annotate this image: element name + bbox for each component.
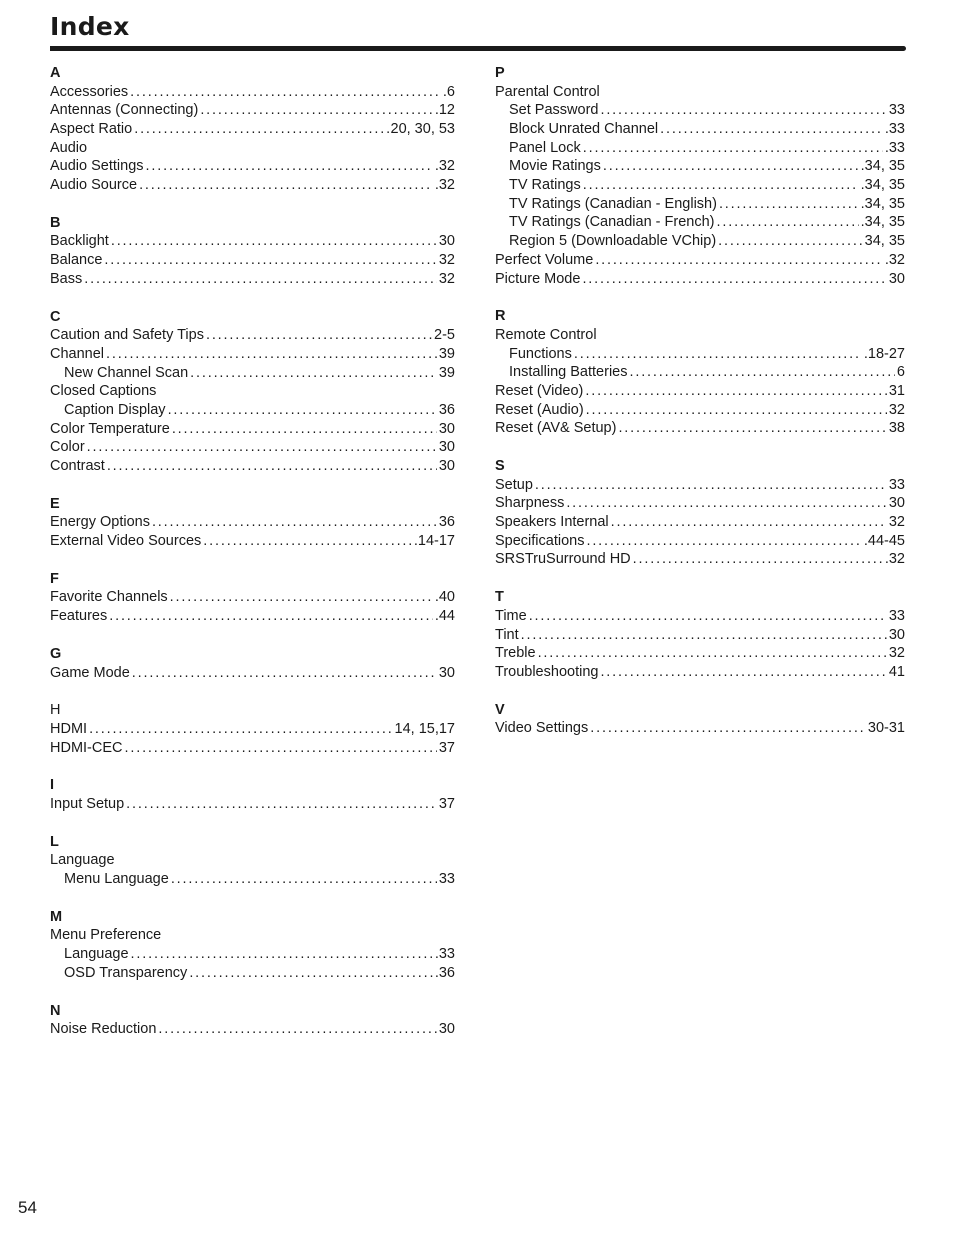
index-entry (495, 326, 905, 345)
index-entry (50, 607, 455, 626)
entry-pages: 36 (438, 401, 455, 418)
index-entry (495, 232, 905, 251)
section-letter: B (50, 214, 61, 231)
index-entry (495, 401, 905, 420)
dot-leader (146, 157, 433, 176)
entry-pages: .36 (434, 964, 455, 981)
entry-pages: 30 (438, 1021, 455, 1038)
entry-term: Picture Mode (495, 270, 581, 287)
entry-pages: .34, 35 (860, 195, 905, 212)
index-section (50, 570, 455, 626)
dot-leader (107, 457, 437, 476)
dot-leader (170, 588, 433, 607)
entry-term: Audio (50, 139, 88, 156)
index-entry (495, 551, 905, 570)
entry-pages: .33 (434, 946, 455, 963)
entry-term: Input Setup (50, 795, 125, 812)
entry-term: Set Password (509, 102, 599, 119)
entry-pages: 30 (888, 270, 905, 287)
index-entry (50, 157, 455, 176)
index-entry (495, 719, 905, 738)
dot-leader (582, 270, 886, 289)
entry-pages: 30 (438, 439, 455, 456)
index-entry (495, 626, 905, 645)
index-section (50, 776, 455, 813)
index-entry (50, 513, 455, 532)
dot-leader (125, 739, 437, 758)
entry-pages: 30 (888, 626, 905, 643)
entry-term: Caption Display (64, 401, 166, 418)
index-entry (495, 607, 905, 626)
index-entry (50, 870, 455, 889)
index-section (495, 588, 905, 681)
index-entry (50, 345, 455, 364)
dot-leader (131, 945, 433, 964)
dot-leader (538, 644, 887, 663)
entry-pages: .32 (434, 158, 455, 175)
index-entry (50, 438, 455, 457)
section-letter: A (50, 65, 61, 81)
section-letter: P (495, 65, 505, 81)
entry-term: Troubleshooting (495, 663, 599, 680)
dot-leader (171, 870, 437, 889)
dot-leader (586, 401, 887, 420)
index-entry (495, 419, 905, 438)
entry-pages: 41 (888, 663, 905, 680)
dot-leader (583, 176, 859, 195)
dot-leader (84, 270, 437, 289)
index-section (50, 495, 455, 551)
dot-leader (206, 326, 432, 345)
dot-leader (172, 420, 437, 439)
index-entry (495, 176, 905, 195)
entry-term: Setup (495, 476, 533, 493)
entry-term: Block Unrated Channel (509, 121, 659, 138)
entry-pages: 34, 35 (864, 233, 905, 250)
entry-term: External Video Sources (50, 533, 202, 550)
index-entry (495, 513, 905, 532)
entry-term: Bass (50, 270, 83, 287)
entry-term: Reset (AV& Setup) (495, 420, 617, 437)
entry-pages: 33 (438, 871, 455, 888)
dot-leader (134, 120, 388, 139)
entry-term: TV Ratings (Canadian - English) (509, 195, 717, 212)
entry-pages: 33 (888, 102, 905, 119)
index-entry (50, 251, 455, 270)
index-entry (495, 214, 905, 233)
index-entry (495, 644, 905, 663)
entry-pages: 32 (438, 270, 455, 287)
entry-pages: 32 (438, 252, 455, 269)
entry-pages: 36 (438, 514, 455, 531)
dot-leader (111, 232, 437, 251)
index-section (50, 64, 455, 195)
index-entry (50, 401, 455, 420)
section-letter: V (495, 701, 505, 718)
index-column-left (50, 64, 455, 1058)
entry-term: Menu Language (64, 871, 169, 888)
index-section (50, 645, 455, 682)
dot-leader (158, 1020, 436, 1039)
dot-leader (718, 232, 863, 251)
entry-pages: .32 (884, 551, 905, 568)
index-entry (50, 420, 455, 439)
section-letter: G (50, 645, 62, 662)
section-letter: I (50, 777, 55, 794)
entry-term: Time (495, 607, 527, 624)
entry-pages: 30 (438, 420, 455, 437)
dot-leader (203, 532, 412, 551)
dot-leader (600, 663, 886, 682)
section-letter: T (495, 589, 504, 606)
index-section (50, 214, 455, 289)
entry-pages: .44-45 (863, 532, 905, 549)
page-number: 54 (18, 1198, 37, 1217)
entry-term: Tint (495, 626, 519, 643)
section-letter: R (495, 308, 506, 325)
index-entry (495, 270, 905, 289)
index-entry (50, 739, 455, 758)
index-entry (50, 233, 455, 252)
dot-leader (168, 401, 437, 420)
index-entry (50, 720, 455, 739)
entry-term: Parental Control (495, 83, 600, 100)
index-entry (50, 926, 455, 945)
dot-leader (586, 532, 861, 551)
dot-leader (566, 494, 887, 513)
entry-term: Audio Settings (50, 158, 144, 175)
entry-term: Speakers Internal (495, 514, 609, 531)
index-entry (495, 663, 905, 682)
dot-leader (189, 964, 433, 983)
entry-term: TV Ratings (509, 177, 581, 194)
dot-leader (529, 607, 887, 626)
index-entry (495, 494, 905, 513)
index-entry (495, 476, 905, 495)
entry-term: Favorite Channels (50, 589, 168, 606)
index-entry (50, 139, 455, 158)
dot-leader (152, 513, 437, 532)
section-letter: N (50, 1002, 61, 1019)
entry-term: Video Settings (495, 720, 589, 737)
entry-pages: 39 (438, 364, 455, 381)
entry-pages: .12 (434, 102, 455, 119)
index-entry (50, 664, 455, 683)
index-entry (495, 345, 905, 364)
index-entry (495, 101, 905, 120)
dot-leader (104, 251, 436, 270)
dot-leader (590, 719, 866, 738)
dot-leader (106, 345, 437, 364)
entry-pages: .33 (884, 121, 905, 138)
section-letter: L (50, 833, 59, 850)
entry-term: Perfect Volume (495, 251, 594, 268)
index-entry (50, 589, 455, 608)
entry-term: Balance (50, 252, 103, 269)
entry-term: SRSTruSurround HD (495, 551, 631, 568)
entry-term: Region 5 (Downloadable VChip) (509, 233, 717, 250)
entry-pages: 32 (888, 401, 905, 418)
entry-pages: 30-31 (867, 720, 905, 737)
entry-term: TV Ratings (Canadian - French) (509, 214, 715, 231)
entry-term: Sharpness (495, 495, 565, 512)
entry-term: Color Temperature (50, 420, 170, 437)
entry-term: Remote Control (495, 326, 597, 343)
entry-pages: 2-5 (434, 327, 455, 344)
entry-term: Functions (509, 345, 572, 362)
entry-pages: 30 (888, 495, 905, 512)
entry-term: Aspect Ratio (50, 121, 133, 138)
entry-term: Features (50, 608, 108, 625)
entry-pages: .40 (434, 589, 455, 606)
entry-pages: 32 (888, 645, 905, 662)
entry-term: Specifications (495, 532, 585, 549)
entry-pages: 31 (888, 382, 905, 399)
section-letter: S (495, 458, 505, 475)
entry-pages: 14, 15,17 (394, 720, 455, 737)
dot-leader (600, 101, 886, 120)
section-letter: H (50, 702, 61, 719)
dot-leader (521, 626, 887, 645)
entry-pages: 32 (888, 514, 905, 531)
entry-pages: 6 (896, 364, 905, 381)
index-entry (495, 382, 905, 401)
index-entry (495, 363, 905, 382)
dot-leader (719, 195, 859, 214)
section-letter: E (50, 495, 60, 512)
index-entry (50, 851, 455, 870)
entry-term: HDMI (50, 720, 88, 737)
entry-pages: 38 (888, 420, 905, 437)
entry-term: Backlight (50, 233, 109, 250)
dot-leader (126, 795, 437, 814)
section-letter: F (50, 570, 59, 587)
dot-leader (595, 251, 883, 270)
index-entry (50, 382, 455, 401)
entry-term: Color (50, 439, 85, 456)
index-entry (495, 532, 905, 551)
index-entry (495, 251, 905, 270)
entry-pages: .14-17 (413, 533, 455, 550)
index-entry (495, 195, 905, 214)
entry-term: Channel (50, 345, 105, 362)
dot-leader (89, 720, 392, 739)
index-entry (50, 101, 455, 120)
dot-leader (618, 419, 886, 438)
entry-pages: .34, 35 (860, 214, 905, 231)
dot-leader (132, 664, 437, 683)
entry-pages: .6 (442, 83, 455, 100)
entry-pages: .34, 35 (860, 158, 905, 175)
dot-leader (633, 550, 883, 569)
entry-pages: 33 (888, 476, 905, 493)
dot-leader (130, 83, 441, 102)
index-section (50, 701, 455, 757)
entry-term: Contrast (50, 458, 105, 475)
entry-term: Installing Batteries (509, 364, 628, 381)
dot-leader (583, 139, 883, 158)
index-section (495, 307, 905, 438)
entry-term: Noise Reduction (50, 1021, 157, 1038)
index-section (495, 64, 905, 288)
index-section (50, 308, 455, 476)
index-section (50, 908, 455, 983)
index-entry (495, 139, 905, 158)
dot-leader (87, 438, 437, 457)
index-entry (50, 326, 455, 345)
entry-term: Reset (Audio) (495, 401, 584, 418)
index-entry (50, 1020, 455, 1039)
index-section (50, 1002, 455, 1039)
index-entry (50, 176, 455, 195)
entry-term: New Channel Scan (64, 364, 189, 381)
entry-term: Menu Preference (50, 927, 162, 944)
entry-term: OSD Transparency (64, 964, 188, 981)
entry-pages: 20, 30, 53 (390, 121, 455, 138)
index-entry (50, 270, 455, 289)
index-section (495, 457, 905, 569)
dot-leader (603, 157, 859, 176)
entry-term: Language (50, 852, 115, 869)
index-entry (50, 964, 455, 983)
entry-term: HDMI-CEC (50, 739, 123, 756)
index-entry (50, 795, 455, 814)
entry-term: Language (64, 946, 129, 963)
entry-term: Treble (495, 645, 536, 662)
entry-term: Panel Lock (509, 139, 581, 156)
entry-pages: .44 (434, 608, 455, 625)
entry-term: Movie Ratings (509, 158, 601, 175)
index-entry (50, 457, 455, 476)
entry-pages: 37 (438, 739, 455, 756)
section-letter: C (50, 308, 61, 325)
entry-pages: 39 (438, 345, 455, 362)
dot-leader (574, 345, 862, 364)
entry-pages: .32 (434, 177, 455, 194)
index-section (50, 833, 455, 889)
index-section (495, 701, 905, 738)
index-entry (495, 83, 905, 102)
dot-leader (585, 382, 886, 401)
dot-leader (535, 476, 887, 495)
dot-leader (109, 607, 433, 626)
entry-term: Closed Captions (50, 383, 157, 400)
index-entry (50, 945, 455, 964)
entry-term: Game Mode (50, 664, 130, 681)
entry-pages: 37 (438, 795, 455, 812)
dot-leader (717, 213, 859, 232)
entry-pages: .33 (884, 139, 905, 156)
index-entry (50, 532, 455, 551)
dot-leader (190, 364, 437, 383)
entry-term: Accessories (50, 83, 129, 100)
dot-leader (660, 120, 883, 139)
section-letter: M (50, 908, 63, 925)
dot-leader (200, 101, 433, 120)
index-column-right (495, 64, 905, 757)
entry-pages: .32 (884, 251, 905, 268)
index-entry (50, 83, 455, 102)
entry-pages: 33 (888, 607, 905, 624)
entry-pages: .34, 35 (860, 177, 905, 194)
dot-leader (139, 176, 433, 195)
entry-term: Reset (Video) (495, 382, 584, 399)
entry-pages: 30 (438, 458, 455, 475)
page-title: Index (50, 12, 130, 41)
entry-pages: 30 (438, 664, 455, 681)
entry-term: Antennas (Connecting) (50, 102, 199, 119)
dot-leader (611, 513, 887, 532)
dot-leader (629, 363, 894, 382)
entry-term: Energy Options (50, 514, 150, 531)
entry-term: Caution and Safety Tips (50, 327, 204, 344)
title-rule (50, 46, 906, 51)
entry-pages: 30 (438, 233, 455, 250)
index-entry (50, 120, 455, 139)
index-entry (495, 157, 905, 176)
entry-term: Audio Source (50, 177, 138, 194)
entry-pages: .18-27 (863, 345, 905, 362)
index-entry (50, 364, 455, 383)
index-entry (495, 120, 905, 139)
